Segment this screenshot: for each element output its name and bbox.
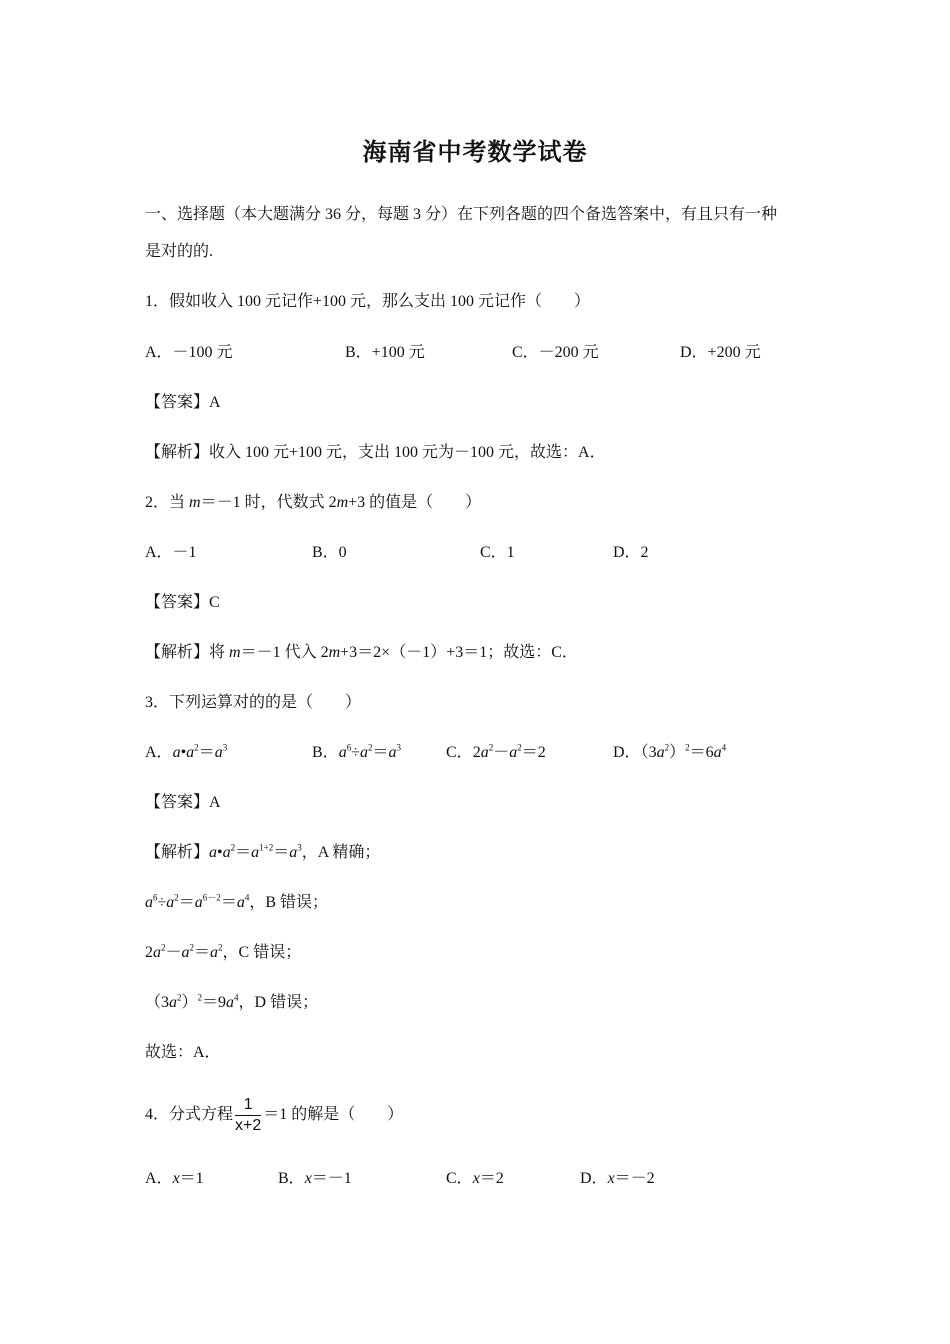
q4-option-c: C．x＝2 <box>446 1170 504 1187</box>
q1-option-b: B．+100 元 <box>345 344 425 361</box>
q4-option-d: D．x＝－2 <box>580 1170 655 1187</box>
q2-stem: 2．当 m＝－1 时，代数式 2m+3 的值是（ ） <box>145 494 482 511</box>
q1-answer: 【答案】A <box>145 394 221 411</box>
q2-option-a: A．－1 <box>145 544 197 561</box>
q3-analysis-line3: $2a^2-a^2=a^2$，C 错误； <box>145 942 302 961</box>
q3-conclusion: 故选：A． <box>145 1044 221 1061</box>
q2-answer: 【答案】C <box>145 594 220 611</box>
q3-answer: 【答案】A <box>145 794 221 811</box>
q4-option-b: B．x＝－1 <box>278 1170 352 1187</box>
q1-analysis: 【解析】收入 100 元+100 元，支出 100 元为－100 元，故选：A． <box>145 444 606 461</box>
q3-option-b: B．$a^6\div a^2=a^3$ <box>312 742 401 761</box>
q3-option-c: C．$2a^2-a^2=2$ <box>446 742 546 761</box>
page-title: 海南省中考数学试卷 <box>362 140 588 166</box>
q1-stem: 1．假如收入 100 元记作+100 元，那么支出 100 元记作（ ） <box>145 293 591 310</box>
q1-option-a: A．－100 元 <box>145 344 233 361</box>
q2-analysis: 【解析】将 m＝－1 代入 2m+3＝2×（－1）+3＝1；故选：C． <box>145 644 578 661</box>
section-instructions-line1: 一、选择题（本大题满分 36 分，每题 3 分）在下列各题的四个备选答案中，有且只有一种 <box>145 206 778 223</box>
q1-option-d: D．+200 元 <box>680 344 761 361</box>
q2-option-c: C．1 <box>480 544 515 561</box>
q3-analysis-line1: 【解析】$a•a^2=a^{1+2}=a^3$，A 精确； <box>145 842 381 861</box>
q1-option-c: C．－200 元 <box>512 344 599 361</box>
q3-option-a: A．$a•a^2=a^3$ <box>145 742 228 761</box>
q4-fraction <box>235 1095 261 1136</box>
q3-analysis-line4: $(3a^2)^2=9a^4$，D 错误； <box>145 992 319 1011</box>
section-instructions-line2: 是对的的. <box>145 243 214 260</box>
q2-option-b: B．0 <box>312 544 347 561</box>
q4-fraction-numerator: 1 <box>235 1095 261 1116</box>
q3-stem: 3．下列运算对的的是（ ） <box>145 694 362 711</box>
q3-analysis-line2: $a^6\div a^2=a^{6-2}=a^4$，B 错误； <box>145 892 329 911</box>
q4-fraction-denominator: x+2 <box>235 1116 262 1134</box>
q4-stem: 4．分式方程 $\frac{1}{x+2}$ ＝1 的解是（ ） <box>145 1095 404 1134</box>
q3-option-d: D．$(3a^2)^2=6a^4$ <box>613 742 727 761</box>
q2-option-d: D．2 <box>613 544 649 561</box>
q4-option-a: A．x＝1 <box>145 1170 204 1187</box>
